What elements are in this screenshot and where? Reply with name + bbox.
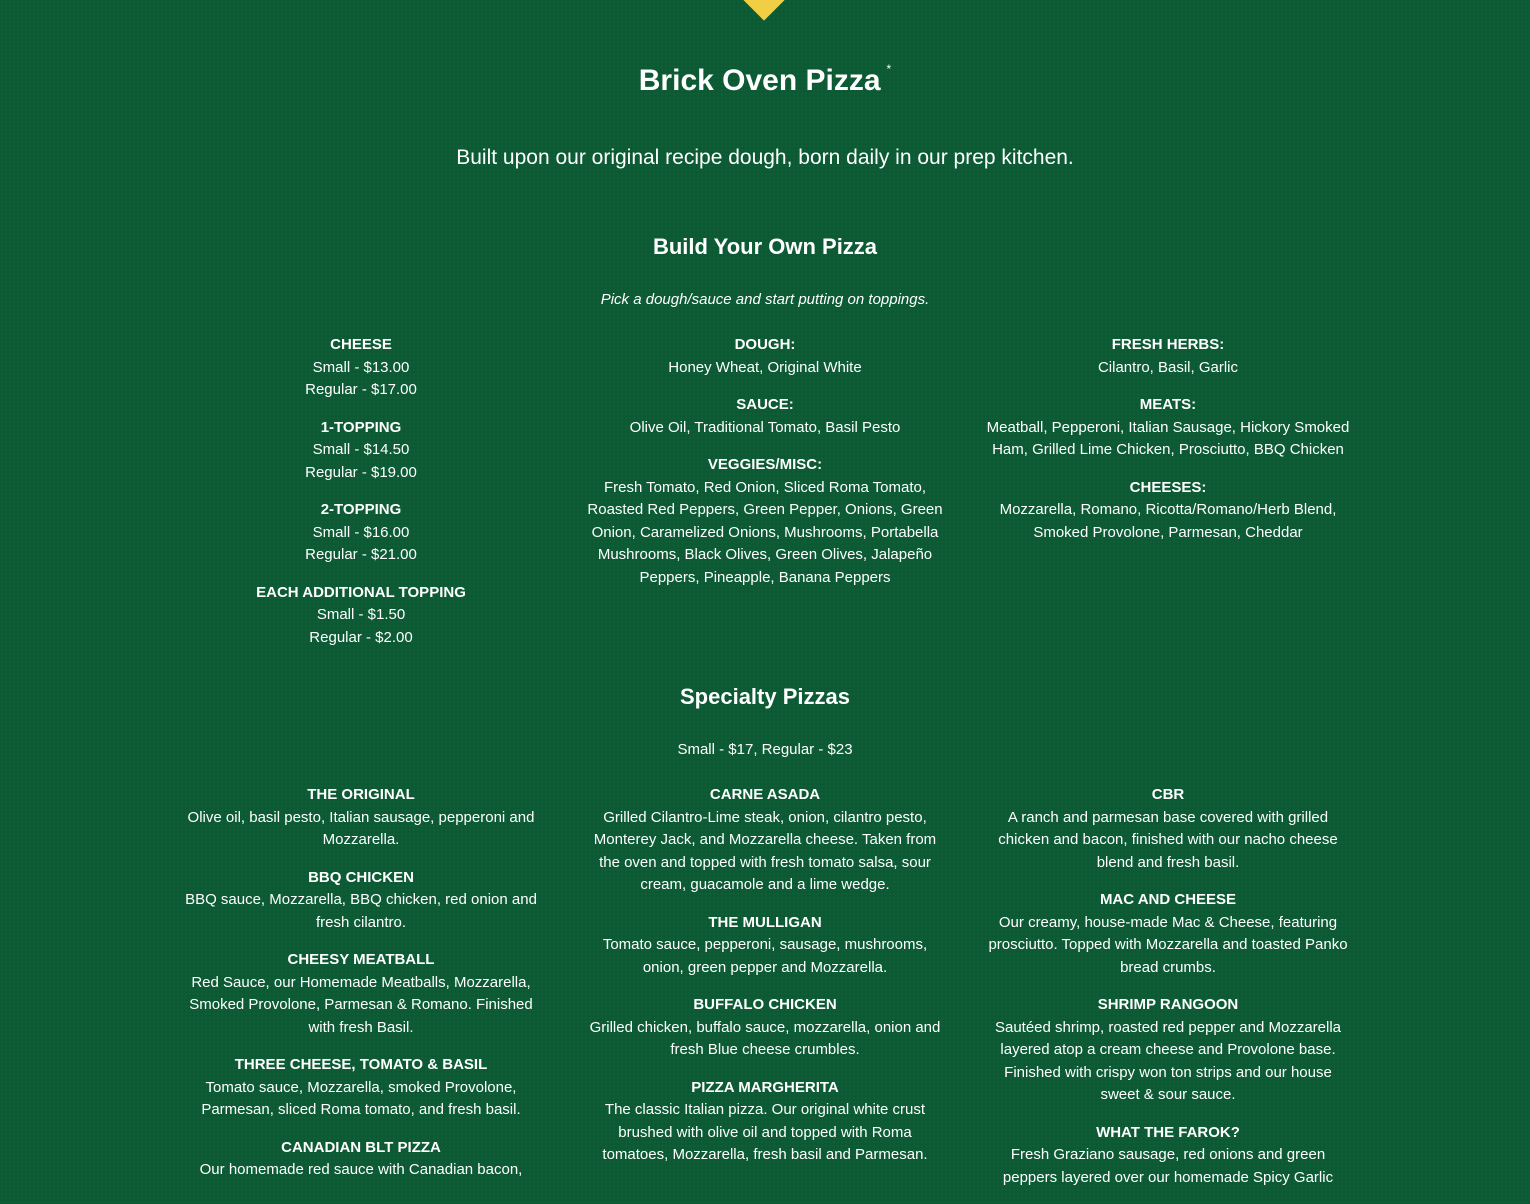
pizza-description: Olive oil, basil pesto, Italian sausage, pepperoni and Mozzarella.	[187, 808, 535, 848]
specialty-column-middle	[584, 784, 946, 1182]
option-block	[984, 334, 1352, 379]
price-regular: Regular - $21.00	[305, 546, 417, 563]
pizza-description: Sautéed shrimp, roasted red pepper and Mozzarella layered atop a cream cheese and Provolone base. Finished with crispy won ton strips and our house sweet & sour sauce.	[994, 1018, 1342, 1103]
price-small: Small - $13.00	[312, 358, 410, 376]
price-block	[180, 417, 542, 485]
pizza-description: Grilled chicken, buffalo sauce, mozzarella, onion and fresh Blue cheese crumbles.	[589, 1018, 941, 1058]
pizza-item	[984, 994, 1352, 1107]
option-label: DOUGH:	[734, 336, 796, 353]
pizza-name: CARNE ASADA	[709, 786, 821, 803]
price-block	[180, 582, 542, 650]
build-note: Pick a dough/sauce and start putting on toppings.	[600, 291, 930, 308]
price-label: CHEESE	[330, 336, 392, 353]
option-block	[584, 454, 946, 589]
option-text: Cilantro, Basil, Garlic	[1097, 358, 1239, 376]
pizza-name: CBR	[1151, 786, 1185, 803]
price-label: EACH ADDITIONAL TOPPING	[256, 583, 466, 601]
option-block	[584, 394, 946, 439]
option-block	[984, 394, 1352, 462]
pizza-name: THE MULLIGAN	[708, 913, 822, 931]
build-price-column	[180, 334, 542, 664]
pizza-name: WHAT THE FAROK?	[1096, 1123, 1240, 1141]
pizza-item	[180, 1054, 542, 1122]
pizza-item	[584, 784, 946, 897]
price-label: 2-TOPPING	[320, 501, 402, 518]
pizza-description: Fresh Graziano sausage, red onions and green peppers layered over our homemade Spicy Garlic	[1002, 1146, 1334, 1186]
page-title-text: Brick Oven Pizza	[638, 64, 881, 97]
specialty-heading: Specialty Pizzas	[680, 684, 850, 709]
pizza-description: A ranch and parmesan base covered with grilled chicken and bacon, finished with our nacho cheese blend and fresh basil.	[998, 808, 1338, 871]
pizza-item	[984, 889, 1352, 979]
pizza-description: Our homemade red sauce with Canadian bacon,	[199, 1161, 523, 1178]
page-subtitle: Built upon our original recipe dough, born daily in our prep kitchen.	[456, 146, 1074, 169]
pizza-description: Tomato sauce, Mozzarella, smoked Provolone, Parmesan, sliced Roma tomato, and fresh basil.	[201, 1078, 521, 1118]
price-regular: Regular - $2.00	[309, 628, 413, 646]
pizza-name: PIZZA MARGHERITA	[691, 1078, 839, 1096]
pizza-item	[584, 912, 946, 980]
pizza-name: CANADIAN BLT PIZZA	[281, 1138, 441, 1156]
pizza-description: BBQ sauce, Mozzarella, BBQ chicken, red onion and fresh cilantro.	[185, 891, 537, 931]
build-options-right	[984, 334, 1352, 559]
price-small: Small - $16.00	[312, 523, 410, 541]
pizza-name: THREE CHEESE, TOMATO & BASIL	[234, 1056, 488, 1073]
pizza-name: BUFFALO CHICKEN	[693, 996, 837, 1013]
option-label: SAUCE:	[736, 396, 794, 413]
section-divider-diamond	[741, 0, 786, 21]
price-small: Small - $14.50	[312, 441, 410, 458]
specialty-column-right	[984, 784, 1352, 1204]
pizza-item	[984, 1122, 1352, 1190]
price-regular: Regular - $19.00	[305, 463, 417, 481]
pizza-description: Red Sauce, our Homemade Meatballs, Mozzarella, Smoked Provolone, Parmesan & Romano. Finished with fresh Basil.	[189, 973, 533, 1036]
build-options-middle	[584, 334, 946, 604]
pizza-description: Grilled Cilantro-Lime steak, onion, cilantro pesto, Monterey Jack, and Mozzarella cheese. Taken from the oven and topped with fresh tomato salsa, sour cream, guacamole and a lime wedge.	[593, 808, 937, 893]
pizza-name: BBQ CHICKEN	[308, 868, 414, 886]
pizza-item	[180, 867, 542, 935]
pizza-item	[180, 784, 542, 852]
pizza-description: Tomato sauce, pepperoni, sausage, mushrooms, onion, green pepper and Mozzarella.	[602, 936, 928, 976]
pizza-item	[180, 949, 542, 1039]
pizza-description: Our creamy, house-made Mac & Cheese, featuring prosciutto. Topped with Mozzarella and toasted Panko bread crumbs.	[988, 913, 1348, 976]
option-label: MEATS:	[1139, 396, 1197, 413]
price-label: 1-TOPPING	[320, 418, 402, 436]
option-label: FRESH HERBS:	[1111, 336, 1225, 353]
build-heading: Build Your Own Pizza	[652, 234, 878, 259]
option-text: Fresh Tomato, Red Onion, Sliced Roma Tomato, Roasted Red Peppers, Green Pepper, Onions, Green Onion, Caramelized Onions, Mushrooms, Portabella Mushrooms, Black Olives, Green Olives, Jalapeño Peppers, Pineapple, Banana Peppers	[587, 478, 943, 586]
pizza-name: THE ORIGINAL	[307, 786, 415, 803]
price-regular: Regular - $17.00	[305, 381, 417, 398]
pizza-description: The classic Italian pizza. Our original white crust brushed with olive oil and topped with Roma tomatoes, Mozzarella, fresh basil and Parmesan.	[602, 1101, 928, 1163]
option-label: VEGGIES/MISC:	[707, 456, 823, 473]
pizza-item	[984, 784, 1352, 874]
page-title	[0, 64, 1530, 98]
price-block	[180, 334, 542, 402]
option-text: Honey Wheat, Original White	[668, 358, 862, 376]
option-label: CHEESES:	[1129, 478, 1207, 496]
title-asterisk: *	[886, 62, 892, 76]
pizza-item	[584, 994, 946, 1062]
option-text: Meatball, Pepperoni, Italian Sausage, Hickory Smoked Ham, Grilled Lime Chicken, Prosciutto, BBQ Chicken	[986, 418, 1350, 458]
price-block	[180, 499, 542, 567]
specialty-price-note: Small - $17, Regular - $23	[677, 741, 853, 758]
price-small: Small - $1.50	[316, 606, 406, 623]
pizza-name: SHRIMP RANGOON	[1097, 996, 1239, 1013]
option-text: Olive Oil, Traditional Tomato, Basil Pesto	[629, 418, 901, 436]
pizza-name: MAC AND CHEESE	[1099, 891, 1237, 908]
specialty-column-left	[180, 784, 542, 1197]
option-block	[584, 334, 946, 379]
pizza-item	[180, 1137, 542, 1182]
pizza-name: CHEESY MEATBALL	[287, 951, 435, 968]
pizza-item	[584, 1077, 946, 1167]
option-text: Mozzarella, Romano, Ricotta/Romano/Herb Blend, Smoked Provolone, Parmesan, Cheddar	[999, 501, 1337, 541]
option-block	[984, 477, 1352, 545]
